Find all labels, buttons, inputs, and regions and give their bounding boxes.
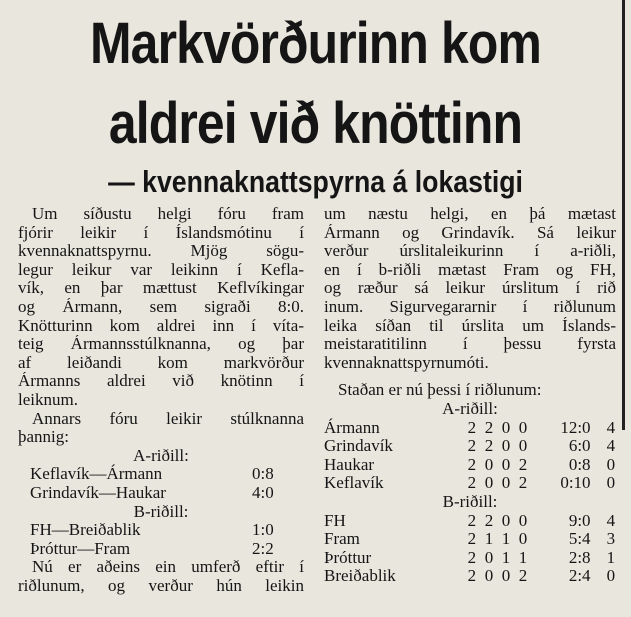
standings-intro: Staðan er nú þessi í riðlunum: [338,381,542,400]
standings-won: 2 [484,510,494,530]
standings-goals: 9:0 [568,510,591,530]
article-line: um næstu helgi, en þá mætast [324,205,616,223]
standings-row [324,567,616,586]
standings-played: 2 [467,454,477,474]
headline-line-2: aldrei við knöttinn [108,91,523,156]
standings-points: 0 [606,566,616,586]
result-score: 0:8 [252,464,274,484]
article-line: kvennaknattspyrnu. Mjög sögu- [18,242,304,261]
column-rule [622,0,625,430]
standings-points: 4 [606,417,616,437]
standings-points: 0 [606,473,616,493]
standings-lost: 0 [518,417,528,437]
standings-lost: 2 [518,454,528,474]
standings-points: 3 [606,529,616,549]
standings-points: 4 [606,510,616,530]
group-b-standings [324,512,616,586]
standings-goals: 0:8 [568,454,591,474]
standings-drawn: 0 [501,510,511,530]
standings-row [324,474,616,493]
standings-row [324,419,616,438]
standings-team: Haukar [324,454,375,474]
result-row [18,484,304,503]
standings-goals: 2:8 [568,547,591,567]
standings-won: 0 [484,547,494,567]
article-line: legur leikur var leikinn í Kefla- [18,260,304,279]
standings-drawn: 0 [501,454,511,474]
standings-played: 2 [467,566,477,586]
left-column [18,205,304,595]
group-b-table-title: B-riðill: [442,492,498,511]
standings-lost: 2 [518,566,528,586]
standings-goals: 12:0 [560,417,591,437]
article-line: teig Ármannsstúlknanna, og þar [18,335,304,354]
result-score: 1:0 [252,520,274,540]
article-line: og Ármann, sem sigraði 8:0. [18,297,304,316]
group-a-table-title: A-riðill: [442,399,498,418]
standings-won: 0 [484,566,494,586]
standings-goals: 6:0 [568,436,591,456]
article-line: riðlunum, og verður hún leikin [18,576,304,595]
standings-lost: 0 [518,529,528,549]
standings-drawn: 0 [501,473,511,493]
article-line: Ármann og Grindavík. Sá leikur [324,223,616,242]
article-line: Nú er aðeins ein umferð eftir í [32,558,304,577]
article-line: og ræður sá leikur úrslitum í rið [324,279,616,298]
result-match: Grindavík—Haukar [30,482,166,502]
standings-won: 0 [484,473,494,493]
group-a-standings [324,419,616,493]
standings-team: Fram [324,529,360,549]
article-line: leiknum. [18,390,78,409]
standings-points: 4 [606,436,616,456]
standings-drawn: 0 [501,417,511,437]
standings-row [324,549,616,568]
spacer [324,372,616,381]
standings-goals: 2:4 [568,566,591,586]
article-line: meistaratitilinn í þessu fyrsta [324,335,616,354]
standings-team: FH [324,510,346,530]
article-line: Ármanns aldrei við knötinn í [18,372,304,391]
standings-won: 0 [484,454,494,474]
standings-row [324,530,616,549]
standings-drawn: 1 [501,547,511,567]
standings-team: Grindavík [324,436,393,456]
result-row [18,540,304,559]
standings-won: 2 [484,417,494,437]
standings-drawn: 0 [501,566,511,586]
standings-played: 2 [467,529,477,549]
standings-played: 2 [467,436,477,456]
group-a-results-title: A-riðill: [133,446,189,465]
article-line: en í b-riðli mætast Fram og FH, [324,260,616,279]
standings-row [324,456,616,475]
standings-won: 2 [484,436,494,456]
article-line: Annars fóru leikir stúlknanna [32,409,304,428]
headline-line-1: Markvörðurinn kom [89,11,542,76]
standings-goals: 0:10 [560,473,591,493]
article-line: fjórir leikir í Íslandsmótinu í [18,223,304,242]
standings-points: 0 [606,454,616,474]
standings-team: Ármann [324,417,380,437]
standings-played: 2 [467,510,477,530]
standings-lost: 2 [518,473,528,493]
article-line: vík, en þar mættust Keflvíkingar [18,279,304,298]
result-score: 4:0 [252,482,274,502]
result-match: Þróttur—Fram [30,538,131,558]
group-b-results-title: B-riðill: [133,502,189,521]
result-match: Keflavík—Ármann [30,464,163,484]
article-line: Knötturinn kom aldrei inn í víta- [18,316,304,335]
standings-played: 2 [467,547,477,567]
article-line: af leiðandi kom markvörður [18,353,304,372]
standings-team: Þróttur [324,547,372,567]
standings-lost: 1 [518,547,528,567]
standings-lost: 0 [518,510,528,530]
standings-lost: 0 [518,436,528,456]
standings-won: 1 [484,529,494,549]
article-line: kvennaknattspyrnumóti. [324,353,489,372]
standings-team: Breiðablik [324,566,396,586]
standings-played: 2 [467,473,477,493]
standings-row [324,512,616,531]
standings-points: 1 [606,547,616,567]
article-line: þannig: [18,428,69,447]
standings-row [324,437,616,456]
standings-goals: 5:4 [568,529,591,549]
article-line: inum. Sigurvegararnir í riðlunum [324,297,616,316]
article-line: verður úrslitaleikurinn í a-riðli, [324,242,616,261]
article-line: Um síðustu helgi fóru fram [32,205,304,223]
standings-drawn: 0 [501,436,511,456]
standings-played: 2 [467,417,477,437]
result-row [18,521,304,540]
result-score: 2:2 [252,538,274,558]
subheadline: — kvennaknattspyrna á lokastigi [108,164,523,199]
standings-drawn: 1 [501,529,511,549]
result-row [18,465,304,484]
article-line: leika síðan til úrslita um Íslands- [324,316,616,335]
result-match: FH—Breiðablik [30,520,141,540]
standings-team: Keflavík [324,473,384,493]
right-column [324,205,616,586]
